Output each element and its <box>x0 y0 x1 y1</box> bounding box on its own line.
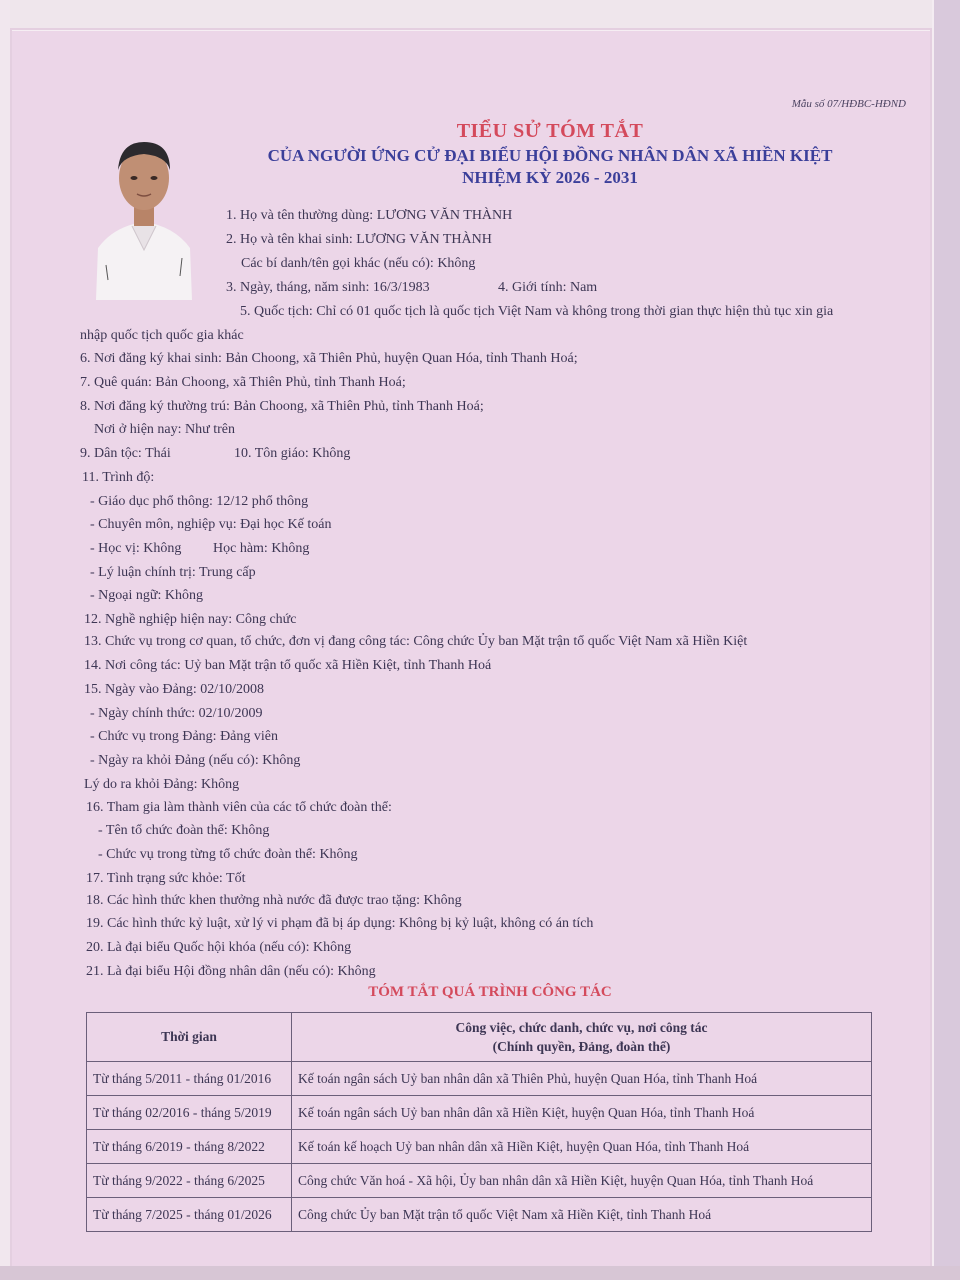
row-time: Từ tháng 5/2011 - tháng 01/2016 <box>87 1062 292 1096</box>
row-job: Kế toán ngân sách Uỷ ban nhân dân xã Hiền Kiệt, huyện Quan Hóa, tỉnh Thanh Hoá <box>292 1096 872 1130</box>
hometown: 7. Quê quán: Bản Choong, xã Thiên Phủ, tỉnh Thanh Hoá; <box>80 375 406 390</box>
work-history-title: TÓM TẮT QUÁ TRÌNH CÔNG TÁC <box>368 984 612 1000</box>
table-row <box>87 1164 872 1198</box>
current-residence: Nơi ở hiện nay: Như trên <box>94 422 235 437</box>
row-job: Kế toán ngân sách Uỷ ban nhân dân xã Thiên Phủ, huyện Quan Hóa, tỉnh Thanh Hoá <box>292 1062 872 1096</box>
occupation: 12. Nghề nghiệp hiện nay: Công chức <box>84 612 297 627</box>
header-job-line1: Công việc, chức danh, chức vụ, nơi công tác <box>455 1020 708 1035</box>
specialty: - Chuyên môn, nghiệp vụ: Đại học Kế toán <box>90 517 332 532</box>
organization-position: - Chức vụ trong từng tổ chức đoàn thể: Không <box>98 847 358 862</box>
work-history-table <box>86 1012 872 1232</box>
party-leave-reason: Lý do ra khỏi Đảng: Không <box>84 777 240 792</box>
birth-name: 2. Họ và tên khai sinh: LƯƠNG VĂN THÀNH <box>226 232 492 247</box>
row-job: Công chức Ủy ban Mặt trận tổ quốc Việt Nam xã Hiền Kiệt, tỉnh Thanh Hoá <box>292 1198 872 1232</box>
row-job: Kế toán kế hoạch Uỷ ban nhân dân xã Hiền Kiệt, huyện Quan Hóa, tỉnh Thanh Hoá <box>292 1130 872 1164</box>
form-number: Mẫu số 07/HĐBC-HĐND <box>791 98 906 110</box>
religion: 10. Tôn giáo: Không <box>234 446 351 461</box>
frame-top <box>0 0 960 28</box>
nationality: 5. Quốc tịch: Chỉ có 01 quốc tịch là quốc tịch Việt Nam và không trong thời gian thực hiện thủ tục xin gia <box>240 304 834 319</box>
document-term: NHIỆM KỲ 2026 - 2031 <box>462 168 638 187</box>
degree: - Học vị: Không <box>90 541 182 556</box>
position: 13. Chức vụ trong cơ quan, tổ chức, đơn vị đang công tác: Công chức Ủy ban Mặt trận tổ quốc Việt Nam xã Hiền Kiệt <box>84 634 748 649</box>
header-job-line2: (Chính quyền, Đảng, đoàn thể) <box>492 1039 671 1054</box>
row-time: Từ tháng 6/2019 - tháng 8/2022 <box>87 1130 292 1164</box>
document-subtitle: CỦA NGƯỜI ỨNG CỬ ĐẠI BIỂU HỘI ĐỒNG NHÂN DÂN XÃ HIỀN KIỆT <box>267 146 833 165</box>
awards: 18. Các hình thức khen thưởng nhà nước đã được trao tặng: Không <box>86 893 462 908</box>
aliases: Các bí danh/tên gọi khác (nếu có): Không <box>241 256 476 271</box>
health-status: 17. Tình trạng sức khỏe: Tốt <box>86 871 246 886</box>
general-education: - Giáo dục phổ thông: 12/12 phổ thông <box>90 494 309 509</box>
table-row <box>87 1130 872 1164</box>
council-delegate: 21. Là đại biểu Hội đồng nhân dân (nếu có): Không <box>86 964 376 979</box>
date-of-birth: 3. Ngày, tháng, năm sinh: 16/3/1983 <box>226 280 430 295</box>
foreign-language: - Ngoại ngữ: Không <box>90 588 203 603</box>
table-row <box>87 1198 872 1232</box>
common-name: 1. Họ và tên thường dùng: LƯƠNG VĂN THÀNH <box>226 208 513 223</box>
organization-name: - Tên tổ chức đoàn thể: Không <box>98 823 270 838</box>
party-position: - Chức vụ trong Đảng: Đảng viên <box>90 729 278 744</box>
row-job: Công chức Văn hoá - Xã hội, Ủy ban nhân dân xã Hiền Kiệt, huyện Quan Hóa, tỉnh Thanh Hoá <box>292 1164 872 1198</box>
ethnicity: 9. Dân tộc: Thái <box>80 446 171 461</box>
nationality-cont: nhập quốc tịch quốc gia khác <box>80 328 244 343</box>
document-title: TIỂU SỬ TÓM TẮT <box>456 120 644 142</box>
education-heading: 11. Trình độ: <box>82 470 155 485</box>
table-header-row <box>87 1013 872 1062</box>
header-job <box>292 1013 872 1062</box>
workplace: 14. Nơi công tác: Uỷ ban Mặt trận tổ quốc xã Hiền Kiệt, tỉnh Thanh Hoá <box>84 658 492 673</box>
permanent-residence: 8. Nơi đăng ký thường trú: Bản Choong, xã Thiên Phủ, tỉnh Thanh Hoá; <box>80 399 484 414</box>
frame-bottom <box>0 1266 960 1280</box>
party-official-date: - Ngày chính thức: 02/10/2009 <box>90 706 263 721</box>
table-row <box>87 1096 872 1130</box>
portrait-photo <box>84 130 204 300</box>
row-time: Từ tháng 7/2025 - tháng 01/2026 <box>87 1198 292 1232</box>
table-row <box>87 1062 872 1096</box>
row-time: Từ tháng 02/2016 - tháng 5/2019 <box>87 1096 292 1130</box>
frame-left <box>0 0 10 1280</box>
party-join-date: 15. Ngày vào Đảng: 02/10/2008 <box>84 682 265 697</box>
gender: 4. Giới tính: Nam <box>498 280 598 295</box>
political-theory: - Lý luận chính trị: Trung cấp <box>90 565 256 580</box>
discipline: 19. Các hình thức kỷ luật, xử lý vi phạm đã bị áp dụng: Không bị kỷ luật, không có án tích <box>86 916 594 931</box>
party-leave-date: - Ngày ra khỏi Đảng (nếu có): Không <box>90 753 301 768</box>
birth-registration: 6. Nơi đăng ký khai sinh: Bản Choong, xã Thiên Phủ, huyện Quan Hóa, tỉnh Thanh Hoá; <box>80 351 578 366</box>
frame-right <box>932 0 960 1280</box>
row-time: Từ tháng 9/2022 - tháng 6/2025 <box>87 1164 292 1198</box>
academic-title: Học hàm: Không <box>213 541 310 556</box>
organizations-heading: 16. Tham gia làm thành viên của các tổ chức đoàn thể: <box>86 800 392 815</box>
national-assembly-delegate: 20. Là đại biểu Quốc hội khóa (nếu có): Không <box>86 940 352 955</box>
header-time: Thời gian <box>87 1013 292 1062</box>
